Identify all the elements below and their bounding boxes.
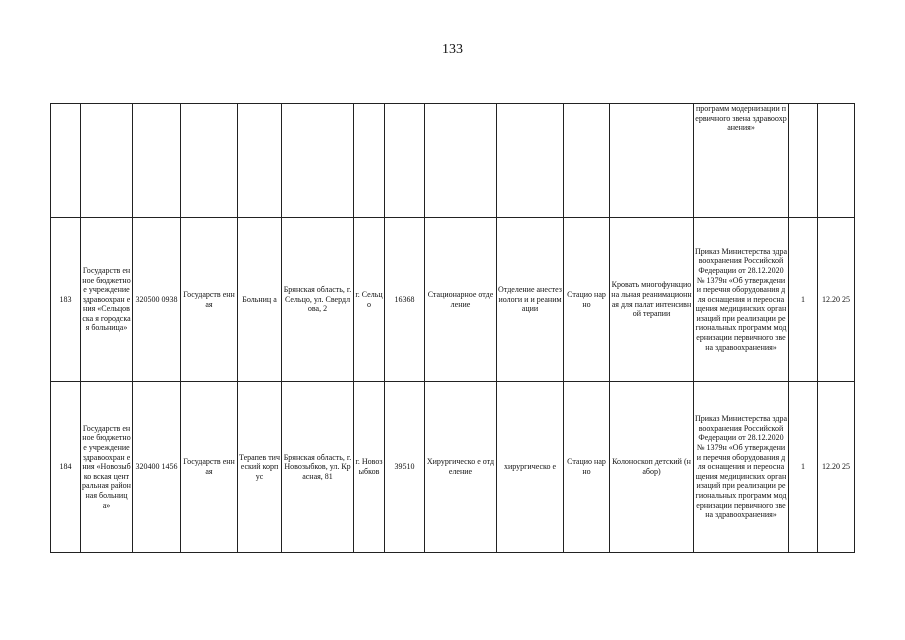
cell-oktmo: 39510 xyxy=(385,382,425,553)
cell-institution: Государств енное бюджетное учреждение здравоохран ения «Сельцовска я городская больница» xyxy=(81,218,133,382)
cell-building xyxy=(238,104,282,218)
cell-code: 320400 1456 xyxy=(133,382,181,553)
cell-num xyxy=(51,104,81,218)
cell-equipment: Кровать многофункциона льная реанимационная для палат интенсивной терапии xyxy=(610,218,694,382)
cell-date: 12.20 25 xyxy=(818,218,855,382)
cell-institution xyxy=(81,104,133,218)
cell-department xyxy=(425,104,497,218)
cell-address: Брянская область, г. Сельцо, ул. Свердлова, 2 xyxy=(282,218,354,382)
cell-equipment xyxy=(610,104,694,218)
doc-text: программ модернизации первичного звена здравоохранения» xyxy=(695,104,787,133)
cell-code: 320500 0938 xyxy=(133,218,181,382)
cell-unit: хирургическо е xyxy=(497,382,564,553)
cell-city: г. Новоз ыбков xyxy=(354,382,385,553)
cell-ownership: Государств енная xyxy=(181,218,238,382)
cell-city xyxy=(354,104,385,218)
cell-address: Брянская область, г. Новозыбков, ул. Красная, 81 xyxy=(282,382,354,553)
cell-doc xyxy=(694,104,789,218)
cell-care-form: Стацио нарно xyxy=(564,218,610,382)
cell-institution: Государств енное бюджетное учреждение здравоохран ения «Новозыбко вская центральная районная больница» xyxy=(81,382,133,553)
cell-oktmo xyxy=(385,104,425,218)
cell-city: г. Сельц о xyxy=(354,218,385,382)
cell-qty: 1 xyxy=(789,218,818,382)
equipment-register-table xyxy=(50,103,855,553)
cell-unit: Отделение анестезиологи и и реанимации xyxy=(497,218,564,382)
cell-department: Стационарное отделение xyxy=(425,218,497,382)
cell-date: 12.20 25 xyxy=(818,382,855,553)
cell-qty: 1 xyxy=(789,382,818,553)
cell-doc: Приказ Министерства здравоохранения Российской Федерации от 28.12.2020 № 1379н «Об утверждении перечня оборудования для оснащения и переоснащения медицинских организаций при реализации региональных программ модернизации первичного звена здравоохранения» xyxy=(694,382,789,553)
table-row xyxy=(51,382,855,553)
cell-code xyxy=(133,104,181,218)
cell-ownership xyxy=(181,104,238,218)
cell-date xyxy=(818,104,855,218)
cell-building: Терапев тический корпус xyxy=(238,382,282,553)
table-row-continuation xyxy=(51,104,855,218)
cell-building: Больниц а xyxy=(238,218,282,382)
cell-department: Хирургическо е отделение xyxy=(425,382,497,553)
cell-doc: Приказ Министерства здравоохранения Российской Федерации от 28.12.2020 № 1379н «Об утверждении перечня оборудования для оснащения и переоснащения медицинских организаций при реализации региональных программ модернизации первичного звена здравоохранения» xyxy=(694,218,789,382)
cell-num: 183 xyxy=(51,218,81,382)
cell-care-form: Стацио нарно xyxy=(564,382,610,553)
cell-unit xyxy=(497,104,564,218)
cell-equipment: Колоноскоп детский (набор) xyxy=(610,382,694,553)
cell-num: 184 xyxy=(51,382,81,553)
cell-ownership: Государств енная xyxy=(181,382,238,553)
cell-qty xyxy=(789,104,818,218)
cell-oktmo: 16368 xyxy=(385,218,425,382)
cell-care-form xyxy=(564,104,610,218)
table-row xyxy=(51,218,855,382)
cell-address xyxy=(282,104,354,218)
page-number: 133 xyxy=(442,42,463,57)
